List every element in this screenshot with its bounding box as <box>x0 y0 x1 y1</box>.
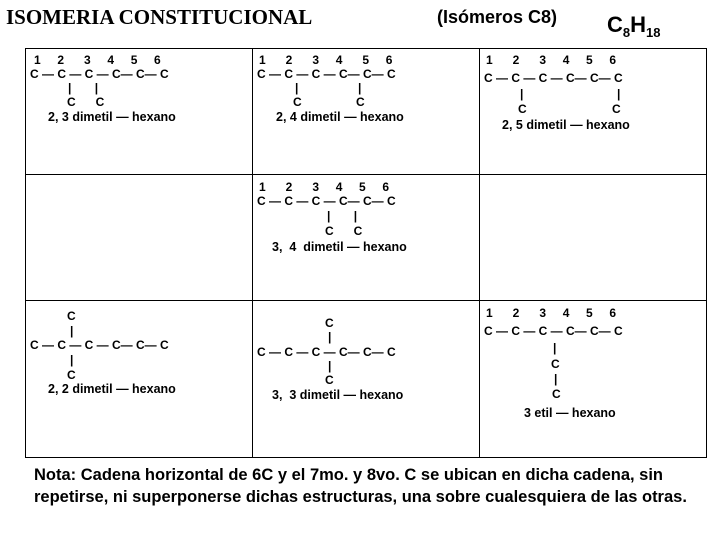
isomer-cell-3-4-dimethylhexane <box>253 175 480 301</box>
substituent-bond-c4: | <box>358 81 362 95</box>
grid-row-2 <box>26 175 707 301</box>
page-title: ISOMERIA CONSTITUCIONAL <box>6 5 313 29</box>
molecular-formula <box>607 12 660 40</box>
substituent-bond-c5: | <box>617 87 621 101</box>
isomer-cell-2-3-dimethylhexane <box>26 49 253 175</box>
formula-carbon: C <box>607 12 623 37</box>
empty-cell <box>480 175 707 301</box>
isomer-name: 2, 4 dimetil — hexano <box>276 110 404 124</box>
isomer-cell-2-5-dimethylhexane <box>480 49 707 175</box>
carbon-numbers: 1 2 3 4 5 6 <box>486 306 617 320</box>
bottom-substituent-carbon: C <box>67 368 76 382</box>
substituent-carbon-c4: C <box>356 95 365 109</box>
main-chain: C — C — C — C— C— C <box>484 324 623 338</box>
main-chain: C — C — C — C— C— C <box>30 338 169 352</box>
top-substituent-carbon: C <box>67 309 76 323</box>
bottom-substituent-bond: | <box>70 353 74 367</box>
isomer-name: 3 etil — hexano <box>524 406 616 420</box>
substituent-carbon-c2: C <box>293 95 302 109</box>
empty-cell <box>26 175 253 301</box>
isomer-name: 2, 2 dimetil — hexano <box>48 382 176 396</box>
substituent-carbons: C C <box>67 95 105 109</box>
grid-row-3 <box>26 301 707 458</box>
isomer-grid <box>25 48 707 458</box>
main-chain: C — C — C — C— C— C <box>484 71 623 85</box>
formula-hydrogen-count: 18 <box>646 25 661 40</box>
isomer-name: 2, 5 dimetil — hexano <box>502 118 630 132</box>
carbon-numbers: 1 2 3 4 5 6 <box>259 53 393 67</box>
isomer-cell-3-ethylhexane <box>480 301 707 458</box>
isomer-name: 3, 3 dimetil — hexano <box>272 388 404 402</box>
ethyl-bond-2: | <box>554 372 558 386</box>
carbon-numbers: 1 2 3 4 5 6 <box>486 53 617 67</box>
top-substituent-bond: | <box>328 330 332 344</box>
ethyl-carbon-1: C <box>551 357 560 371</box>
footnote: Nota: Cadena horizontal de 6C y el 7mo. y 8vo. C se ubican en dicha cadena, sin repetirse, ni superponerse dichas estructuras, una sobre cualesquiera de las otras. <box>34 466 687 506</box>
ethyl-bond-1: | <box>553 341 557 355</box>
isomer-cell-2-4-dimethylhexane <box>253 49 480 175</box>
substituent-carbon-c2: C <box>518 102 527 116</box>
carbon-numbers: 1 2 3 4 5 6 <box>259 180 390 194</box>
top-substituent-carbon: C <box>325 316 334 330</box>
carbon-numbers: 1 2 3 4 5 6 <box>34 53 161 67</box>
isomer-name: 2, 3 dimetil — hexano <box>48 110 176 124</box>
bottom-substituent-carbon: C <box>325 373 334 387</box>
main-chain: C — C — C — C— C— C <box>257 345 396 359</box>
main-chain: C — C — C — C— C— C <box>257 194 396 208</box>
substituent-carbon-c5: C <box>612 102 621 116</box>
isomer-cell-2-2-dimethylhexane <box>26 301 253 458</box>
substituent-bond-c2: | <box>520 87 524 101</box>
isomer-cell-3-3-dimethylhexane <box>253 301 480 458</box>
top-substituent-bond: | <box>70 324 74 338</box>
substituent-carbons: C C <box>325 224 363 238</box>
page-subtitle: (Isómeros C8) <box>437 7 558 27</box>
formula-hydrogen: H <box>630 12 647 37</box>
ethyl-carbon-2: C <box>552 387 561 401</box>
substituent-bonds: | | <box>327 209 358 223</box>
formula-carbon-count: 8 <box>622 25 631 40</box>
main-chain: C — C — C — C— C— C <box>257 67 396 81</box>
main-chain: C — C — C — C— C— C <box>30 67 169 81</box>
isomer-name: 3, 4 dimetil — hexano <box>272 240 407 254</box>
substituent-bonds: | | <box>68 81 99 95</box>
bottom-substituent-bond: | <box>328 359 332 373</box>
substituent-bond-c2: | <box>295 81 299 95</box>
grid-row-1 <box>26 49 707 175</box>
